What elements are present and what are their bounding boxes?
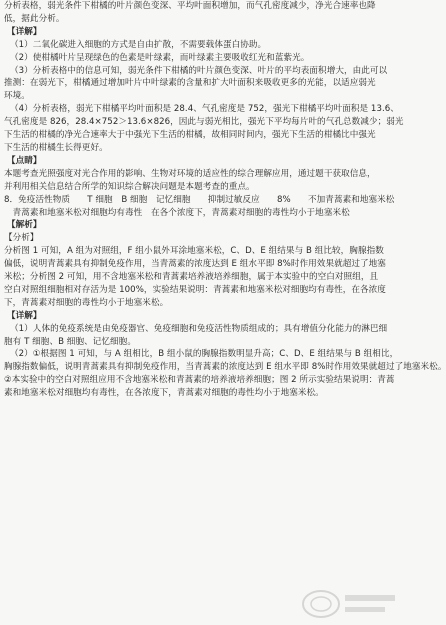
text-line: 下生活的柑橘的净光合速率大于中强光下生活的柑橘，故相同时间内，强光下生活的柑橘比中强光	[4, 130, 376, 141]
text-line: 偏低，说明青蒿素具有抑制免疫作用，当青蒿素的浓度达到 E 组水平即 8%时作用效果就超过了地塞	[4, 259, 386, 270]
text-line: 环境。	[4, 91, 30, 102]
section-heading: 【详解】	[7, 310, 42, 321]
section-heading: 【详解】	[7, 26, 42, 37]
text-line: ②本实验中的空白对照组应用不含地塞米松和青蒿素的培养液培养细胞；图 2 所示实验结果说明：青蒿	[4, 375, 395, 386]
text-line: 低，据此分析。	[4, 13, 65, 24]
text-line: 推测：在弱光下，柑橘通过增加叶片中叶绿素的含量和扩大叶面积来吸收更多的光能，以适应弱光	[4, 78, 376, 89]
text-line: 素和地塞米松对细胞均有毒性，在各浓度下，青蒿素对细胞的毒性均小于地塞米松。	[4, 388, 324, 399]
text-line: 下，青蒿素对细胞的毒性均小于地塞米松。	[4, 297, 169, 308]
text-line: 分析表格，弱光条件下柑橘的叶片颜色变深、平均叶面积增加，而气孔密度减少，净光合速率也降	[4, 1, 376, 11]
text-line: 【分析】	[4, 233, 39, 244]
text-line: 8．免疫活性物质 T 细胞 B 细胞 记忆细胞 抑制过敏反应 8% 不加青蒿素和地塞米松	[4, 194, 395, 205]
text-line: 青蒿素和地塞米松对细胞均有毒性 在各个浓度下，青蒿素对细胞的毒性均小于地塞米松	[4, 207, 350, 218]
text-line: 空白对照组细胞相对存活为是 100%，实验结果说明：青蒿素和地塞米松对细胞均有毒性，在各浓度	[4, 284, 386, 295]
section-heading: 【解析】	[7, 220, 42, 231]
text-line: （1）人体的免疫系统是由免疫器官、免疫细胞和免疫活性物质组成的；具有增值分化能力的淋巴细	[10, 323, 388, 334]
text-line: （1）二氧化碳进入细胞的方式是自由扩散，不需要载体蛋白协助。	[10, 39, 267, 50]
text-line: （3）分析表格中的信息可知，弱光条件下柑橘的叶片颜色变深、叶片的平均表面积增大，由此可以	[10, 65, 388, 76]
text-line: 胞有 T 细胞、B 细胞、记忆细胞。	[4, 336, 136, 347]
text-line: 米松；分析图 2 可知，用不含地塞米松和青蒿素培养液培养细胞，属于本实验中的空白对照组，且	[4, 272, 379, 283]
watermark-logo	[299, 587, 399, 621]
text-line: 分析图 1 可知，A 组为对照组，F 组小鼠外耳涂地塞米松，C、D、E 组结果与 B 组比较，胸腺指数	[4, 246, 384, 257]
text-line: 并利用相关信息结合所学的知识综合解决问题是本题考查的重点。	[4, 181, 255, 192]
text-line: （2）①根据图 1 可知，与 A 组相比，B 组小鼠的胸腺指数明显升高；C、D、E 组结果与 B 组相比，	[10, 349, 399, 360]
text-line: （4）分析表格，弱光下柑橘平均叶面积是 28.4、气孔密度是 752，强光下柑橘平均叶面积是 13.6、	[10, 104, 399, 115]
text-line: （2）使柑橘叶片呈现绿色的色素是叶绿素，而叶绿素主要吸收红光和蓝紫光。	[10, 52, 310, 63]
text-line: 气孔密度是 826，28.4×752＞13.6×826，因此与弱光相比，强光下平均每片叶的气孔总数减少；弱光	[4, 117, 404, 128]
text-line: 下生活的柑橘生长得更好。	[4, 142, 108, 153]
text-line: 本题考查光照强度对光合作用的影响、生物对环境的适应性的综合理解应用，通过题干获取信息，	[4, 168, 376, 179]
text-line: 胸腺指数偏低，说明青蒿素具有抑制免疫作用，当青蒿素的浓度达到 E 组水平即 8%时作用效果就超过了地塞米松。	[4, 362, 446, 373]
document-body	[4, 0, 446, 400]
section-heading: 【点睛】	[7, 155, 42, 166]
